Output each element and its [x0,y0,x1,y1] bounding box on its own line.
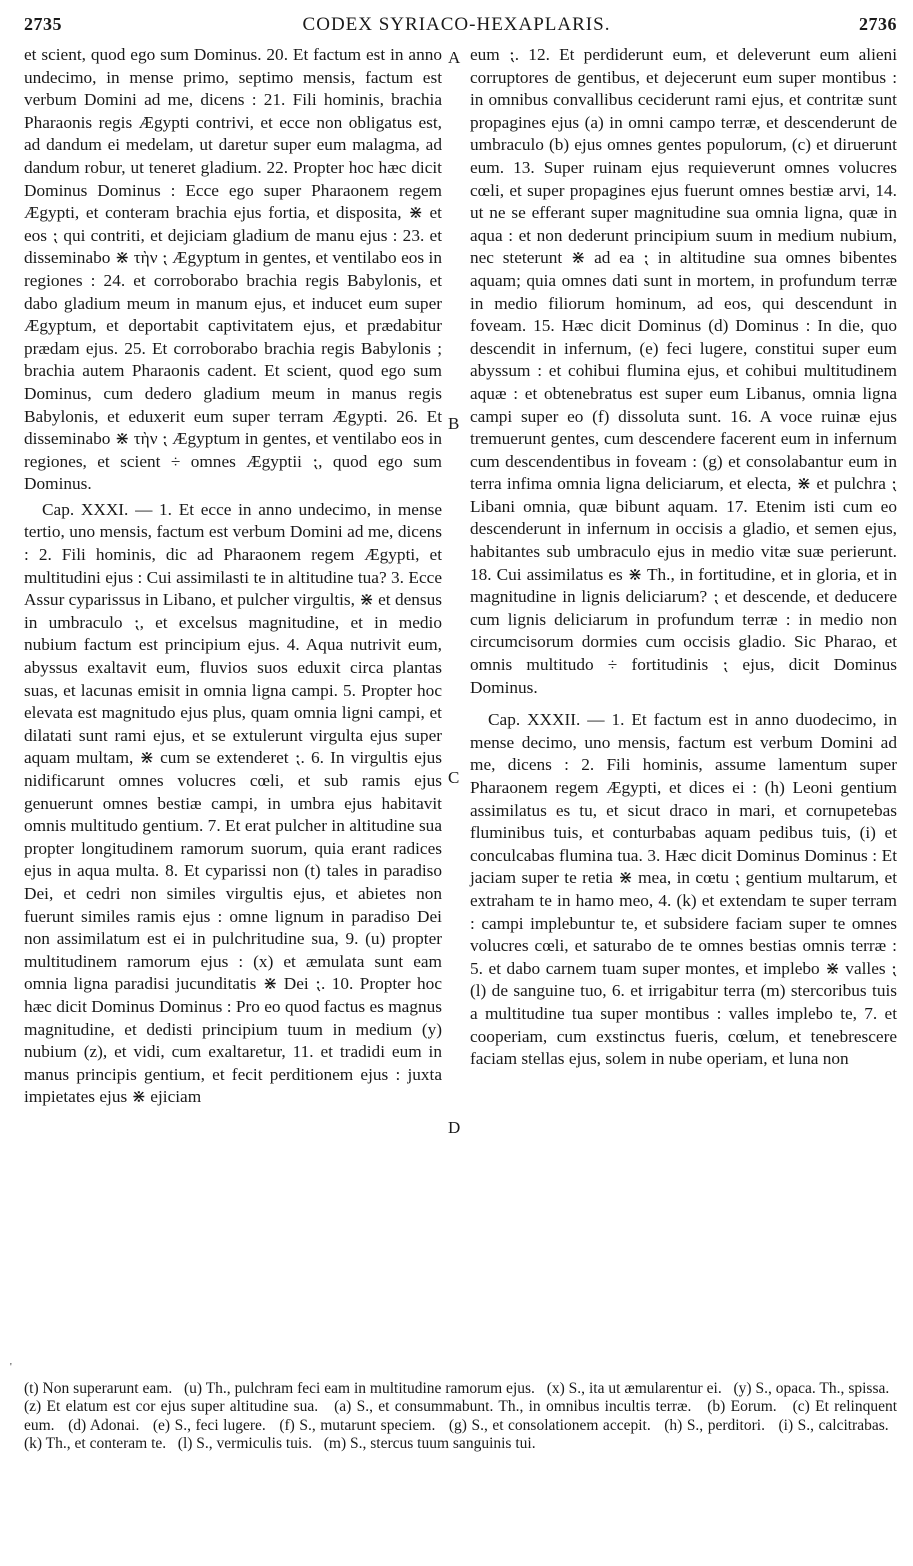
footnote: (y) S., opaca. Th., spissa. [733,1380,890,1397]
footnote: (u) Th., pulchram feci eam in multitudine ramorum ejus. [184,1380,535,1397]
chapter-paragraph-xxxii: Cap. XXXII. — 1. Et factum est in anno duodecimo, in mense decimo, uno mensis, factum est verbum Domini ad me, dicens : 2. Fili hominis, assume lamentum super Pharaonem regem Ægypti, et dices ei : (h) Leoni gentium assimilatus es tu, et sicut draco in mari, et cornupetebas fluminibus tuis, et conturbabas aquam pedibus tuis, (i) et conculcabas flumina tua. 3. Hæc dicit Dominus Dominus : Et jaciam super te retia ⋇ mea, in cœtu ⁏ gentium multarum, et extraham te in hamo meo, 4. (k) et extendam te super terram : campi implebuntur te, et subsidere faciam super te omnes volucres cœli, et saturabo de te omnes bestias omnis terræ : 5. et dabo carnem tuam super montes, et implebo ⋇ valles ⁏ (l) de sanguine tuo, 6. et irrigabitur terra (m) stercoribus tuis a multitudine tua super montibus : valles implebo te, 7. et cooperiam, cum exstinctus fueris, cœlum, et tenebrescere faciam stellas ejus, solem in nube operiam, et luna non [470,710,897,1069]
margin-marker-a: A [448,48,461,67]
text-paragraph: eum ⁏. 12. Et perdiderunt eum, et deleverunt eum alieni corruptores de gentibus, et dejecerunt eum super montibus : in omnibus convallibus ceciderunt rami ejus, et contritæ sunt propagines ejus (a) in omni campo terræ, et descenderunt de umbraculo (b) ejus omnes gentes populorum, (c) et diruerunt eum. 13. Super ruinam ejus requieverunt omnes volucres cœli, et super propagines ejus fuerunt omnes bestiæ arvi, 14. ut ne se efferant super magnitudine sua omnia ligna, quæ in aqua : et non dederunt principium suum in medium nubium, nec steterunt ⋇ ad ea ⁏ in altitudine sua omnes bibentes aquam; quia omnes dati sunt in mortem, in profundum terræ in medio filiorum hominum, ad eos, qui descendunt in foveam. 15. Hæc dicit Dominus (d) Dominus : In die, quo descendit in infernum, (e) feci lugere, constitui super eum abyssum : et cohibui flumina ejus, et cohibui multitudinem aquæ : et obtenebratus est super eum Libanus, omnia ligna campi super eo (f) dissoluta sunt. 16. A voce ruinæ ejus tremuerunt gentes, cum descendere facerent eum in infernum cum descendentibus in foveam : (g) et consolabantur eum in terra infima omnia ligna deliciarum, et electa, ⋇ et pulchra ⁏ Libani omnia, quæ bibunt aquam. 17. Etenim isti cum eo descenderunt in infernum in occisis a gladio, et semen ejus, habitantes sub umbraculo ejus in medio vitæ suæ perierunt. 18. Cui assimilatus es ⋇ Th., in fortitudine, et in gloria, et in magnitudine in lignis deliciarum? ⁏ et descende, et deducere cum lignis deliciarum in profundum terræ : in medio non circumcisorum dormies cum occisis gladio. Sic Pharao, et omnis multitudo ÷ fortitudinis ⁏ ejus, dicit Dominus Dominus. [470,45,897,697]
running-title: CODEX SYRIACO-HEXAPLARIS. [302,14,611,35]
margin-mark: ' [10,1362,12,1373]
chapter-paragraph-xxxi: Cap. XXXI. — 1. Et ecce in anno undecimo, in mense tertio, uno mensis, factum est verbum Domini ad me, dicens : 2. Fili hominis, dic ad Pharaonem regem Ægypti, et multitudini ejus : Cui assimilasti te in altitudine tua? 3. Ecce Assur cyparissus in Libano, et pulcher virgultis, ⋇ et densus in umbraculo ⁏, et excelsus magnitudine, et in medio nubium factum est principium ejus. 4. Aqua nutrivit eum, abyssus exaltavit eum, fluvios suos eduxit circa plantas suas, et lacunas emisit in omnia ligna campi. 5. Propter hoc elevata est magnitudo ejus plus, quam omnia ligni campi, et dilatati sunt rami ejus, et se extulerunt virgulta ejus super aquam multam, ⋇ cum se extenderet ⁏. 6. In virgultis ejus nidificarunt omnes volucres cœli, et sub ramis ejus genuerunt omnes bestiæ campi, in umbra ejus habitavit omnis multitudo gentium. 7. Et erat pulcher in altitudine sua propter longitudinem ramorum suorum, quia erant radices ejus in aqua multa. 8. Et cyparissi non (t) tales in paradiso Dei, et cedri non similes virgultis ejus, et abietes non fuerunt similes ramis ejus : omne lignum in paradiso Dei non assimilatum est ei in pulchritudine sua, 9. (u) propter multitudinem ramorum ejus : (x) et æmulata sunt eam omnia ligna paradisi jucunditatis ⋇ Dei ⁏. 10. Propter hoc hæc dicit Dominus Dominus : Pro eo quod factus es magnus magnitudine, et dedisti principium tuum in medium (y) nubium (z), et vidi, cum exaltaretur, 11. et tradidi eum in manus principis gentium, et fecit perditionem ejus : juxta impietates ejus ⋇ ejiciam [24,499,442,1107]
margin-marker-b: B [448,414,460,433]
page-number-left: 2735 [24,14,62,34]
footnote: (z) Et elatum est cor ejus super altitudine sua. [24,1398,319,1416]
footnote: (k) Th., et conteram te. [24,1435,167,1453]
footnote: (d) Adonai. [68,1416,140,1434]
text-paragraph: et scient, quod ego sum Dominus. 20. Et factum est in anno undecimo, in mense primo, septimo mensis, factum est verbum Domini ad me, dicens : 21. Fili hominis, brachia Pharaonis regis Ægypti contrivi, et ecce non obligatus est, ad dandum ei medelam, ut daretur super eum malagma, ad dandum robur, ut teneret gladium. 22. Propter hoc hæc dicit Dominus Dominus : Ecce ego super Pharaonem regem Ægypti, et conteram brachia ejus fortia, et disposita, ⋇ et eos ⁏ qui contriti, et dejiciam gladium de manu ejus : 23. et disseminabo ⋇ τὴν ⁏ Ægyptum in gentes, et ventilabo eos in regiones : 24. et corroborabo brachia regis Babylonis, et dabo gladium meum in manum ejus, et inducet eum super Ægyptum, et deportabit captivitatem ejus, et prædabitur prædam ejus. 25. Et corroborabo brachia regis Babylonis ; brachia autem Pharaonis cadent. Et scient, quod ego sum Dominus, cum dedero gladium meum in manus regis Babylonis, et eduxerit eum super terram Ægypti. 26. Et disseminabo ⋇ τὴν ⁏ Ægyptum in gentes, et ventilabo eos in regiones, et scient ÷ omnes Ægyptii ⁏, quod ego sum Dominus. [24,45,442,494]
footnote: (t) Non superarunt eam. [24,1380,173,1397]
footnote: (f) S., mutarunt speciem. [279,1416,436,1434]
footnote: (i) S., calcitrabas. [778,1416,889,1434]
footnote: (a) S., et consummabunt. Th., in omnibus incultis terræ. [334,1398,692,1416]
footnote: (b) Eorum. [707,1398,777,1416]
footnote: (l) S., vermiculis tuis. [177,1435,313,1453]
left-text-column [24,44,442,1109]
footnote: (h) S., perditori. [664,1416,765,1434]
margin-marker-c: C [448,768,460,787]
page-number-right: 2736 [859,14,897,34]
footnote: (x) S., ita ut æmularentur ei. [546,1380,722,1397]
footnote: (m) S., stercus tuum sanguinis tui. [323,1435,536,1453]
footnote: (c) Et relinquent eum. [24,1398,898,1434]
footnotes [24,1380,897,1454]
footnote: (e) S., feci lugere. [152,1416,266,1434]
footnote: (g) S., et consolationem accepit. [448,1416,651,1434]
right-text-column [470,44,897,1071]
margin-marker-d: D [448,1118,461,1137]
